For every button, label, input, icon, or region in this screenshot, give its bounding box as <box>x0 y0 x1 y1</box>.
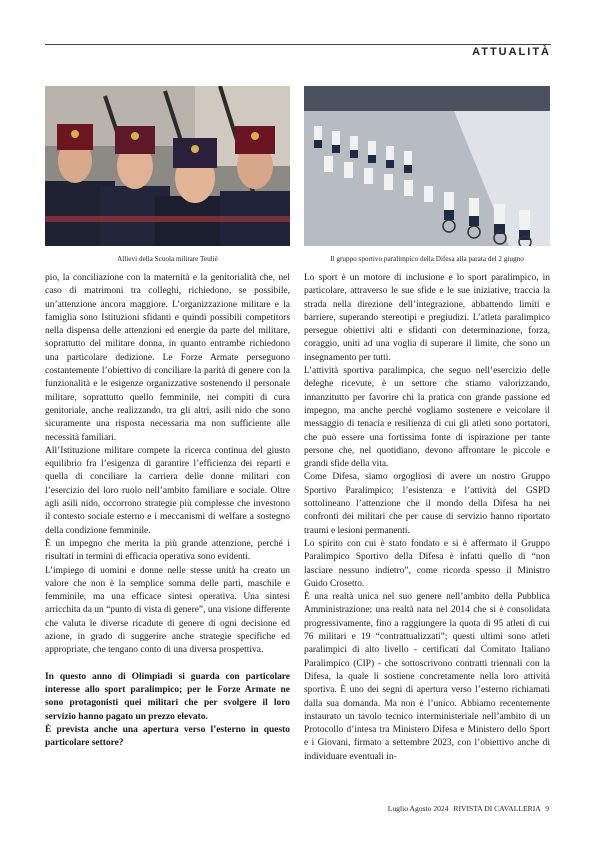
article-column-right <box>304 272 550 764</box>
page-number: 9 <box>545 804 549 813</box>
issue-date: Luglio Agosto 2024 <box>387 804 449 813</box>
photo-caption-cadets: Allievi della Scuola militare Teuliè <box>117 255 218 263</box>
photo-cadets <box>45 86 290 246</box>
paragraph: Lo spirito con cui è stato fondato e si è affermato il Gruppo Paralimpico Sportivo della Difesa è infatti quello di “non lasciare nessuno indietro”, come ricorda spesso il Ministro Guido Crosetto. <box>304 538 550 589</box>
paragraph: Lo sport è un motore di inclusione e lo sport paralimpico, in particolare, attraverso le sue sfide e le sue iniziative, traccia la strada nella direzione dell’integrazione, abbattendo limiti e barriere, superando stereotipi e pregiudizi. L’atleta paralimpico persegue obiettivi alti e sfidanti con determinazione, forza, coraggio, uniti ad una voglia di superare il limite, che sono un insegnamento per tutti. <box>304 273 550 363</box>
photo-parade <box>304 86 550 246</box>
paragraph: L’attività sportiva paralimpica, che seguo nell’esercizio delle deleghe ricevute, è un settore che stiamo valorizzando, innanzitutto per favorire chi la pratica con grande passione ed impegno, ma anche perché vogliamo sostenere e veicolare il messaggio di tenacia e resilienza di cui gli atleti sono portatori, che può essere una fortissima fonte di ispirazione per tante persone che, nel quotidiano, devono affrontare le piccole e grandi sfide della vita. <box>304 366 550 470</box>
paragraph: All’Istituzione militare compete la ricerca continua del giusto equilibrio fra l’esigenza di garantire l’efficienza dei reparti e quella di conciliare la carriera delle donne militari con l’esercizio del loro ruolo nell’ambito familiare e sociale. Oltre agli asili nido, occorrono strategie più complesse che investono il contesto sociale esterno e i meccanismi di welfare a sostegno della condizione femminile. <box>45 445 290 536</box>
photo-caption-parade: Il gruppo sportivo paralimpico della Difesa alla parata del 2 giugno <box>330 255 524 263</box>
paragraph: È un impegno che merita la più grande attenzione, perché i risultati in termini di efficacia operativa sono evidenti. <box>45 538 290 563</box>
paragraph: pio, la conciliazione con la maternità e la genitorialità che, nel caso di matrimoni tra colleghi, richiedono, se possibile, un’attenzione ancora maggiore. L’organizzazione militare e la famiglia sono Istituzioni sfidanti e quindi possibili competitors nella dispensa delle attenzioni ed energie da parte del militare, soprattutto del militare donna, in quanto entrambe richiedono una particolare dedizione. Le Forze Armate perseguono costantemente l’obiettivo di conciliare la parità di genere con la funzionalità e le esigenze organizzative sostenendo il personale militare, soprattutto quello femminile, nei compiti di cura genitoriale, anche realizzando, tra gli altri, asili nido che sono sicuramente una risposta necessaria ma non sufficiente alle necessità familiari. <box>45 273 290 443</box>
paragraph: L’impiego di uomini e donne nelle stesse unità ha creato un valore che non è la semplice somma delle parti, maschile e femminile, ma una efficace sintesi operativa. Una sintesi arricchita da un “punto di vista di genere”, una visione differente che valuta le diverse ricadute di genere di ogni decisione ed azione, in grado di suggerire anche strategie specifiche ed appropriate, che tengano conto di una diversa prospettiva. <box>45 565 290 656</box>
interview-question: In questo anno di Olimpiadi si guarda con particolare interesse allo sport paralimpico; per le Forze Armate ne sono protagonisti quei militari che per svolgere il loro servizio hanno pagato un prezzo elevato. <box>45 671 290 722</box>
paragraph: Come Difesa, siamo orgogliosi di avere un nostro Gruppo Sportivo Paralimpico; l’esistenza e l’attività del GSPD sottolineano l’attenzione che il mondo della Difesa ha nei confronti dei militari che per cause di servizio hanno riportato traumi e lesioni permanenti. <box>304 472 550 536</box>
magazine-name: RIVISTA DI CAVALLERIA <box>453 804 541 813</box>
interview-question: È prevista anche una apertura verso l’esterno in questo particolare settore? <box>45 724 290 749</box>
paragraph: È una realtà unica nel suo genere nell’ambito della Pubblica Amministrazione; una realtà nata nel 2014 che si è consolidata progressivamente, fino a raggiungere la quota di 95 atleti di cui 76 militari e 19 “contrattualizzati”; questi ultimi sono atleti paralimpici di alto livello - certificati dal Comitato Italiano Paralimpico (CIP) - che sottoscrivono contratti triennali con la Difesa, la quale li sostiene concretamente nella loro attività sportiva. È uno dei segni di apertura verso l’esterno richiamati dalla sua domanda. Ma non è l’unico. Abbiamo recentemente instaurato un tavolo tecnico interministeriale nell’ambito di un Protocollo d’intesa tra Ministero Difesa e Ministero dello Sport e i Giovani, firmato a settembre 2023, con l’obiettivo anche di individuare eventuali in- <box>304 592 550 762</box>
header-rule <box>45 44 551 45</box>
page-footer <box>385 804 549 813</box>
section-title: ATTUALITÀ <box>472 46 551 58</box>
article-column-left <box>45 272 290 750</box>
